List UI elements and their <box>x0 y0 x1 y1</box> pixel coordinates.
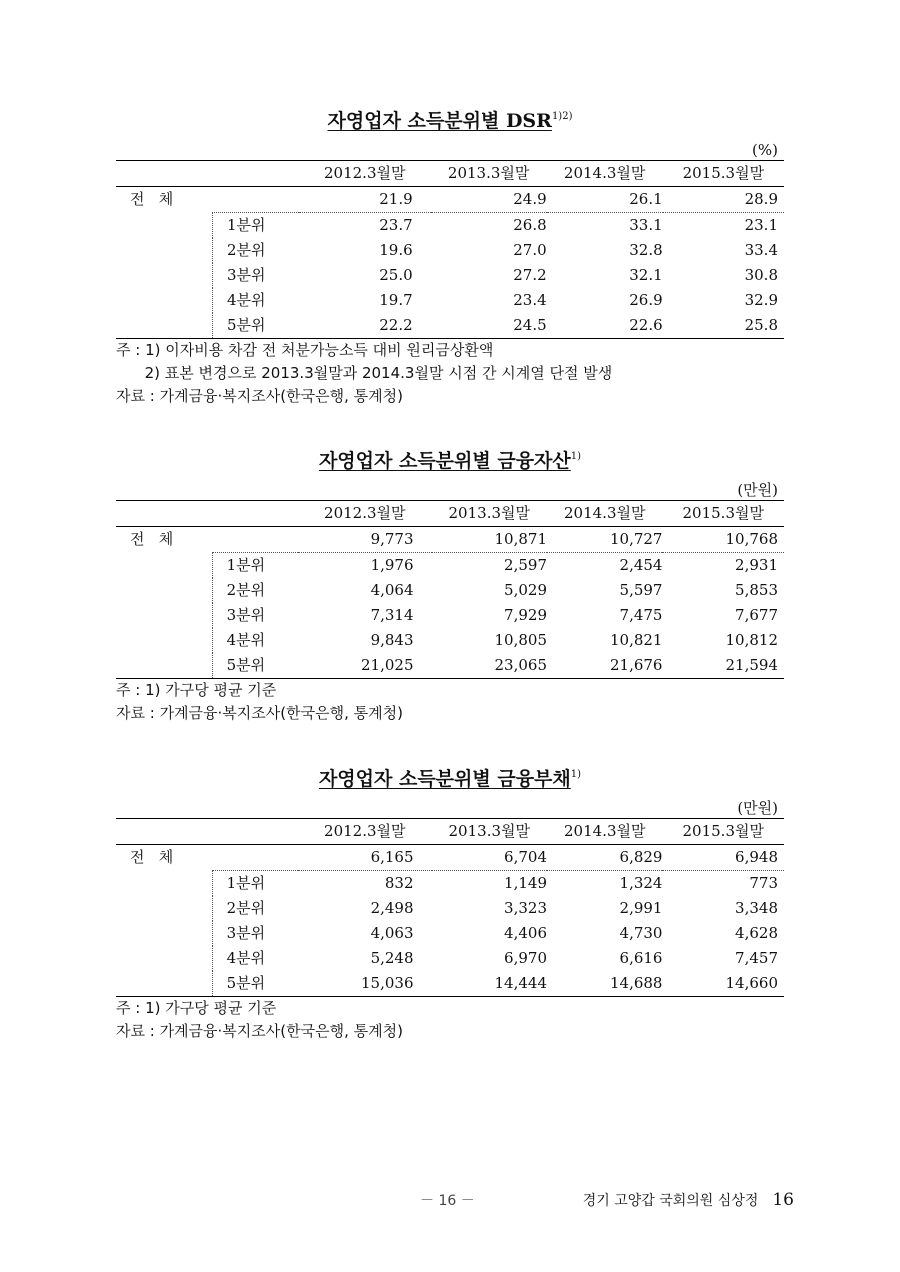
cell: 21,025 <box>361 656 414 674</box>
table-row <box>116 971 784 997</box>
cell: 10,812 <box>725 631 778 649</box>
cell: 4,064 <box>370 581 414 599</box>
cell: 26.9 <box>629 291 663 309</box>
table-title: 자영업자 소득분위별 $DSR^{1)2)}$ <box>327 110 573 132</box>
table-section-financial-assets <box>116 444 784 725</box>
row-label: 2분위 <box>212 578 298 603</box>
table-row <box>116 628 784 653</box>
table-row <box>116 896 784 921</box>
total-row <box>116 187 784 213</box>
cell: 21.9 <box>299 187 431 213</box>
cell: 7,929 <box>504 606 547 624</box>
column-header: 2013.3월말 <box>448 504 530 522</box>
table-notes <box>116 997 784 1043</box>
cell: 32.9 <box>744 291 778 309</box>
data-table <box>116 160 784 339</box>
row-label: 1분위 <box>212 871 298 897</box>
cell: 27.2 <box>513 266 547 284</box>
unit-label: (만원) <box>737 799 778 817</box>
cell: 4,628 <box>735 924 778 942</box>
row-label: 2분위 <box>212 238 298 263</box>
cell: 2,991 <box>619 899 663 917</box>
cell: 5,248 <box>370 949 414 967</box>
cell: 7,677 <box>735 606 778 624</box>
cell: 32.8 <box>629 241 663 259</box>
cell: 10,871 <box>432 527 547 553</box>
table-notes <box>116 339 784 408</box>
cell: 23.7 <box>379 216 413 234</box>
table-row <box>116 921 784 946</box>
cell: 14,688 <box>609 974 663 992</box>
cell: 22.2 <box>379 316 413 334</box>
column-header: 2014.3월말 <box>564 504 646 522</box>
cell: 19.6 <box>379 241 413 259</box>
unit-label: (%) <box>752 141 778 159</box>
cell: 21,676 <box>609 656 663 674</box>
column-header: 2014.3월말 <box>563 164 646 182</box>
row-label: 5분위 <box>212 653 298 679</box>
cell: 1,324 <box>619 874 663 892</box>
table-section-dsr <box>116 104 784 408</box>
office-name: 경기 고양갑 국회의원 심상정 <box>582 1193 759 1209</box>
cell: 6,616 <box>619 949 663 967</box>
cell: 33.1 <box>629 216 663 234</box>
row-label: 4분위 <box>212 946 298 971</box>
table-row <box>116 213 784 239</box>
cell: 32.1 <box>629 266 663 284</box>
cell: 4,730 <box>619 924 663 942</box>
cell: 7,475 <box>619 606 663 624</box>
cell: 14,660 <box>725 974 778 992</box>
footer-office <box>583 1190 794 1210</box>
cell: 4,406 <box>504 924 547 942</box>
row-label: 전 체 <box>130 530 174 549</box>
cell: 26.8 <box>513 216 547 234</box>
cell: 21,594 <box>725 656 778 674</box>
header-row <box>116 819 784 845</box>
table-row <box>116 603 784 628</box>
row-label: 2분위 <box>212 896 298 921</box>
cell: 23,065 <box>494 656 547 674</box>
row-label: 4분위 <box>212 288 298 313</box>
cell: 24.9 <box>431 187 547 213</box>
data-table <box>116 818 784 997</box>
row-label: 전 체 <box>130 848 174 867</box>
cell: 22.6 <box>629 316 663 334</box>
source-line: 자료 : 가계금융·복지조사(한국은행, 통계청) <box>116 704 403 722</box>
column-header: 2015.3월말 <box>682 822 764 840</box>
column-header: 2015.3월말 <box>682 504 764 522</box>
cell: 15,036 <box>361 974 414 992</box>
column-header: 2015.3월말 <box>682 164 765 182</box>
row-label: 5분위 <box>212 971 298 997</box>
cell: 5,853 <box>735 581 778 599</box>
cell: 7,457 <box>735 949 778 967</box>
row-label: 1분위 <box>212 553 298 579</box>
cell: 9,843 <box>370 631 414 649</box>
cell: 1,976 <box>370 556 414 574</box>
total-row <box>116 527 784 553</box>
cell: 23.1 <box>744 216 778 234</box>
cell: 25.8 <box>744 316 778 334</box>
cell: 4,063 <box>370 924 414 942</box>
note-line: 주 : 1) 가구당 평균 기준 <box>116 999 277 1017</box>
note-line: 주 : 1) 이자비용 차감 전 처분가능소득 대비 원리금상환액 <box>116 341 494 359</box>
cell: 2,931 <box>735 556 778 574</box>
row-label: 4분위 <box>212 628 298 653</box>
cell: 10,727 <box>547 527 662 553</box>
column-header: 2012.3월말 <box>324 822 406 840</box>
cell: 6,165 <box>298 845 431 871</box>
row-label: 전 체 <box>130 190 174 209</box>
table-section-financial-debt <box>116 762 784 1043</box>
cell: 10,768 <box>662 527 784 553</box>
page-mark: － 16 － <box>420 1193 475 1209</box>
cell: 2,498 <box>370 899 414 917</box>
cell: 3,348 <box>735 899 778 917</box>
cell: 5,029 <box>504 581 547 599</box>
cell: 28.9 <box>663 187 784 213</box>
cell: 2,454 <box>619 556 663 574</box>
cell: 6,970 <box>504 949 547 967</box>
table-title: 자영업자 소득분위별 금융자산$^{1)}$ <box>318 450 582 472</box>
cell: 27.0 <box>513 241 547 259</box>
cell: 9,773 <box>298 527 431 553</box>
table-row <box>116 553 784 579</box>
table-title: 자영업자 소득분위별 금융부채$^{1)}$ <box>318 768 582 790</box>
cell: 10,805 <box>494 631 547 649</box>
page-footer <box>0 1190 900 1214</box>
table-row <box>116 653 784 679</box>
cell: 6,829 <box>547 845 662 871</box>
total-row <box>116 845 784 871</box>
cell: 25.0 <box>379 266 413 284</box>
column-header: 2012.3월말 <box>324 164 406 182</box>
table-row <box>116 263 784 288</box>
table-row <box>116 946 784 971</box>
cell: 33.4 <box>744 241 778 259</box>
cell: 24.5 <box>513 316 547 334</box>
header-row <box>116 161 784 187</box>
table-notes <box>116 679 784 725</box>
cell: 6,948 <box>662 845 784 871</box>
cell: 23.4 <box>513 291 547 309</box>
table-row <box>116 578 784 603</box>
cell: 832 <box>384 874 414 892</box>
cell: 5,597 <box>619 581 663 599</box>
cell: 6,704 <box>432 845 547 871</box>
source-line: 자료 : 가계금융·복지조사(한국은행, 통계청) <box>116 1022 403 1040</box>
data-table <box>116 500 784 679</box>
page-number: 16 <box>772 1190 794 1210</box>
row-label: 5분위 <box>212 313 298 339</box>
table-row <box>116 313 784 339</box>
header-row <box>116 501 784 527</box>
column-header: 2013.3월말 <box>447 164 530 182</box>
cell: 7,314 <box>370 606 414 624</box>
table-row <box>116 238 784 263</box>
cell: 10,821 <box>609 631 663 649</box>
row-label: 1분위 <box>212 213 298 239</box>
cell: 3,323 <box>504 899 547 917</box>
cell: 2,597 <box>504 556 547 574</box>
table-row <box>116 288 784 313</box>
cell: 1,149 <box>504 874 547 892</box>
column-header: 2012.3월말 <box>324 504 406 522</box>
table-row <box>116 871 784 897</box>
row-label: 3분위 <box>212 263 298 288</box>
cell: 30.8 <box>744 266 778 284</box>
cell: 14,444 <box>494 974 547 992</box>
note-line: 2) 표본 변경으로 2013.3월말과 2014.3월말 시점 간 시계열 단절 발생 <box>116 364 613 382</box>
cell: 19.7 <box>379 291 413 309</box>
column-header: 2013.3월말 <box>448 822 530 840</box>
row-label: 3분위 <box>212 603 298 628</box>
note-line: 주 : 1) 가구당 평균 기준 <box>116 681 277 699</box>
source-line: 자료 : 가계금융·복지조사(한국은행, 통계청) <box>116 387 403 405</box>
cell: 773 <box>749 874 778 892</box>
row-label: 3분위 <box>212 921 298 946</box>
column-header: 2014.3월말 <box>564 822 646 840</box>
cell: 26.1 <box>547 187 663 213</box>
unit-label: (만원) <box>737 481 778 499</box>
